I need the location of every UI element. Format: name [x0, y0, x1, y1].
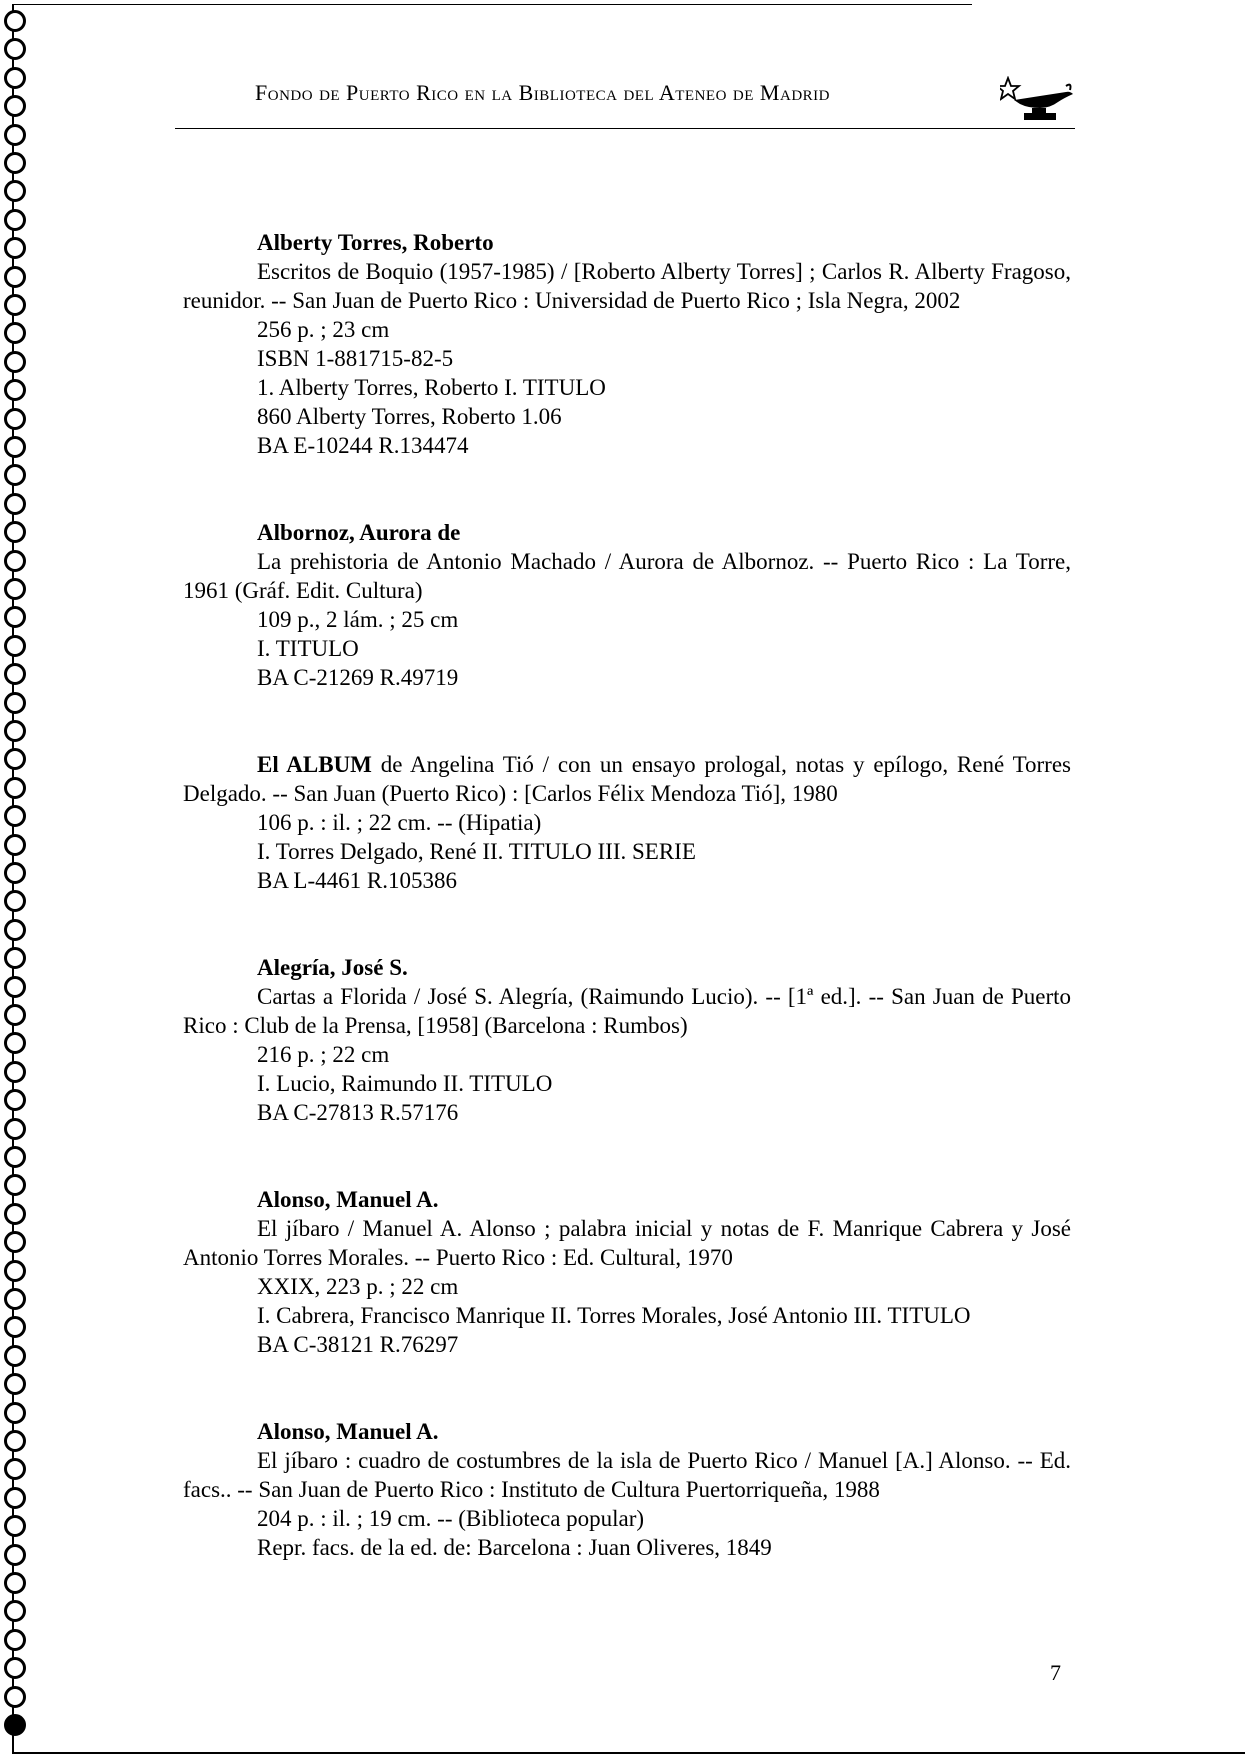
- binding-ring: [4, 1515, 26, 1537]
- binding-ring: [4, 266, 26, 288]
- entry-line: I. TITULO: [257, 636, 359, 661]
- binding-ring: [4, 1487, 26, 1509]
- entry-line: 204 p. : il. ; 19 cm. -- (Biblioteca popular): [257, 1506, 645, 1531]
- entry-description-text: de Angelina Tió / con un ensayo prologal, notas y epílogo, René Torres Delgado. -- San Juan (Puerto Rico) : [Carlos Félix Mendoza Tió], 1980: [183, 752, 1071, 806]
- entry-description: El jíbaro : cuadro de costumbres de la isla de Puerto Rico / Manuel [A.] Alonso. -- Ed. facs.. -- San Juan de Puerto Rico : Instituto de Cultura Puertorriqueña, 1988: [183, 1448, 1071, 1502]
- catalog-entry: [183, 1417, 1071, 1562]
- entry-description: [183, 750, 1071, 808]
- top-border: [12, 4, 972, 5]
- binding-ring: [4, 1373, 26, 1395]
- binding-ring: [4, 351, 26, 373]
- catalog-entries: [183, 228, 1071, 1620]
- binding-ring: [4, 38, 26, 60]
- binding-ring: [4, 152, 26, 174]
- binding-ring: [4, 67, 26, 89]
- binding-ring: [4, 748, 26, 770]
- entry-line: 860 Alberty Torres, Roberto 1.06: [257, 404, 562, 429]
- binding-ring: [4, 777, 26, 799]
- entry-line: BA L-4461 R.105386: [257, 868, 457, 893]
- binding-ring: [4, 1345, 26, 1367]
- binding-ring: [4, 464, 26, 486]
- entry-author: Alberty Torres, Roberto: [257, 230, 494, 255]
- binding-ring: [4, 550, 26, 572]
- entry-line: ISBN 1-881715-82-5: [257, 346, 454, 371]
- entry-description: La prehistoria de Antonio Machado / Aurora de Albornoz. -- Puerto Rico : La Torre, 1961 (Gráf. Edit. Cultura): [183, 549, 1071, 603]
- binding-ring: [4, 1600, 26, 1622]
- running-header: Fondo de Puerto Rico en la Biblioteca del Ateneo de Madrid: [255, 80, 830, 105]
- binding-ring: [4, 10, 26, 32]
- entry-title-lead: El ALBUM: [257, 752, 372, 777]
- binding-ring: [4, 1458, 26, 1480]
- binding-ring: [4, 436, 26, 458]
- catalog-entry: [183, 518, 1071, 692]
- binding-ring: [4, 1146, 26, 1168]
- binding-ring: [4, 1402, 26, 1424]
- binding-ring: [4, 322, 26, 344]
- catalog-entry: [183, 228, 1071, 460]
- binding-ring: [4, 692, 26, 714]
- entry-author: Alegría, José S.: [257, 955, 408, 980]
- binding-ring: [4, 521, 26, 543]
- binding-ring: [4, 1657, 26, 1679]
- entry-description: Escritos de Boquio (1957-1985) / [Roberto Alberty Torres] ; Carlos R. Alberty Fragoso, reunidor. -- San Juan de Puerto Rico : Universidad de Puerto Rico ; Isla Negra, 2002: [183, 259, 1071, 313]
- binding-ring: [4, 635, 26, 657]
- lamp-with-star-icon: [1000, 76, 1076, 124]
- binding-ring: [4, 124, 26, 146]
- binding-ring: [4, 1004, 26, 1026]
- binding-ring: [4, 408, 26, 430]
- binding-ring: [4, 805, 26, 827]
- entry-line: 256 p. ; 23 cm: [257, 317, 390, 342]
- binding-ring: [4, 237, 26, 259]
- entry-author: Alonso, Manuel A.: [257, 1187, 439, 1212]
- entry-author: Albornoz, Aurora de: [257, 520, 461, 545]
- binding-ring: [4, 1316, 26, 1338]
- binding-ring: [4, 294, 26, 316]
- header-rule: [175, 128, 1075, 129]
- binding-ring: [4, 1118, 26, 1140]
- binding-ring: [4, 1174, 26, 1196]
- binding-ring: [4, 1544, 26, 1566]
- binding-ring: [4, 493, 26, 515]
- entry-line: BA C-27813 R.57176: [257, 1100, 459, 1125]
- entry-line: 1. Alberty Torres, Roberto I. TITULO: [257, 375, 606, 400]
- entry-line: BA C-38121 R.76297: [257, 1332, 459, 1357]
- binding-ring: [4, 379, 26, 401]
- binding-ring: [4, 1629, 26, 1651]
- entry-line: 216 p. ; 22 cm: [257, 1042, 390, 1067]
- binding-ring: [4, 578, 26, 600]
- entry-line: I. Cabrera, Francisco Manrique II. Torres Morales, José Antonio III. TITULO: [257, 1303, 971, 1328]
- binding-ring: [4, 976, 26, 998]
- binding-ring: [4, 1430, 26, 1452]
- binding-ring: [4, 95, 26, 117]
- entry-description: El jíbaro / Manuel A. Alonso ; palabra inicial y notas de F. Manrique Cabrera y José Antonio Torres Morales. -- Puerto Rico : Ed. Cultural, 1970: [183, 1216, 1071, 1270]
- binding-ring: [4, 862, 26, 884]
- binding-ring: [4, 1288, 26, 1310]
- binding-rings: [0, 0, 40, 1762]
- binding-ring: [4, 1686, 26, 1708]
- binding-ring: [4, 1203, 26, 1225]
- entry-line: BA C-21269 R.49719: [257, 665, 459, 690]
- entry-author: Alonso, Manuel A.: [257, 1419, 439, 1444]
- binding-ring: [4, 1260, 26, 1282]
- entry-description: Cartas a Florida / José S. Alegría, (Raimundo Lucio). -- [1ª ed.]. -- San Juan de Puerto Rico : Club de la Prensa, [1958] (Barcelona : Rumbos): [183, 984, 1071, 1038]
- entry-line: I. Lucio, Raimundo II. TITULO: [257, 1071, 553, 1096]
- binding-ring: [4, 947, 26, 969]
- binding-ring: [4, 1231, 26, 1253]
- entry-line: Repr. facs. de la ed. de: Barcelona : Juan Oliveres, 1849: [257, 1535, 772, 1560]
- bottom-border: [12, 1752, 1245, 1754]
- entry-line: 106 p. : il. ; 22 cm. -- (Hipatia): [257, 810, 542, 835]
- entry-line: BA E-10244 R.134474: [257, 433, 469, 458]
- binding-ring: [4, 606, 26, 628]
- catalog-entry: [183, 953, 1071, 1127]
- binding-ring: [4, 1714, 26, 1736]
- entry-line: I. Torres Delgado, René II. TITULO III. SERIE: [257, 839, 696, 864]
- binding-ring: [4, 1032, 26, 1054]
- entry-line: XXIX, 223 p. ; 22 cm: [257, 1274, 459, 1299]
- binding-ring: [4, 1061, 26, 1083]
- catalog-entry: [183, 750, 1071, 895]
- binding-ring: [4, 1089, 26, 1111]
- binding-ring: [4, 209, 26, 231]
- binding-ring: [4, 720, 26, 742]
- binding-ring: [4, 1572, 26, 1594]
- entry-line: 109 p., 2 lám. ; 25 cm: [257, 607, 459, 632]
- binding-ring: [4, 919, 26, 941]
- catalog-entry: [183, 1185, 1071, 1359]
- page-number: 7: [1050, 1660, 1061, 1685]
- binding-ring: [4, 663, 26, 685]
- binding-ring: [4, 834, 26, 856]
- binding-ring: [4, 180, 26, 202]
- binding-ring: [4, 890, 26, 912]
